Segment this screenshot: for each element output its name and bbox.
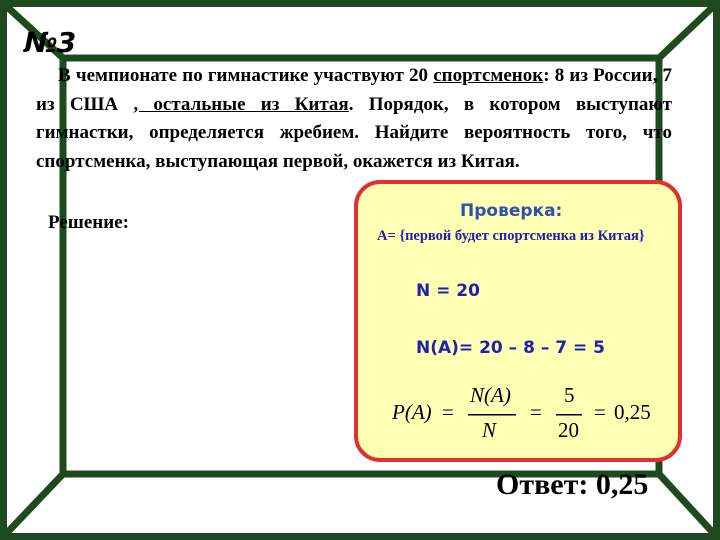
problem-statement xyxy=(36,62,672,176)
total-outcomes: N = 20 xyxy=(416,281,480,301)
answer: Ответ: 0,25 xyxy=(496,468,649,501)
formula-fraction2-denominator: 20 xyxy=(558,418,579,442)
problem-text-2: : 8 из России, 7 из США xyxy=(36,65,673,115)
event-definition: А= {первой будет спортсменка из Китая} xyxy=(377,228,645,244)
favorable-outcomes: N(A)= 20 – 8 – 7 = 5 xyxy=(416,338,605,358)
fraction-bar-1 xyxy=(468,414,516,416)
formula-result: 0,25 xyxy=(614,400,651,424)
problem-text-underlined-1: спортсменок xyxy=(433,65,544,86)
formula-probability: P(A) xyxy=(392,400,432,424)
formula-fraction2-numerator: 5 xyxy=(564,383,575,407)
problem-text-underlined-2: , остальные из Китая xyxy=(133,93,349,115)
formula-fraction1-denominator: N xyxy=(482,418,497,442)
solution-label: Решение: xyxy=(48,212,129,233)
problem-text-1: В чемпионате по гимнастике участвуют 20 xyxy=(58,65,434,86)
formula-equals-1: = xyxy=(442,400,454,424)
problem-text-3: . Порядок, в котором выступают гимнастки, определяется жребием. Найдите вероятность того, что спортсменка, выступающая первой, окажется из Китая. xyxy=(36,93,673,172)
check-box xyxy=(354,180,682,462)
check-title: Проверка: xyxy=(460,201,563,221)
fraction-bar-2 xyxy=(556,414,582,416)
formula-fraction1-numerator: N(A) xyxy=(470,383,511,407)
task-number: №3 xyxy=(24,26,76,59)
formula-equals-3: = xyxy=(594,400,606,424)
formula-equals-2: = xyxy=(530,400,542,424)
probability-formula xyxy=(392,380,682,448)
